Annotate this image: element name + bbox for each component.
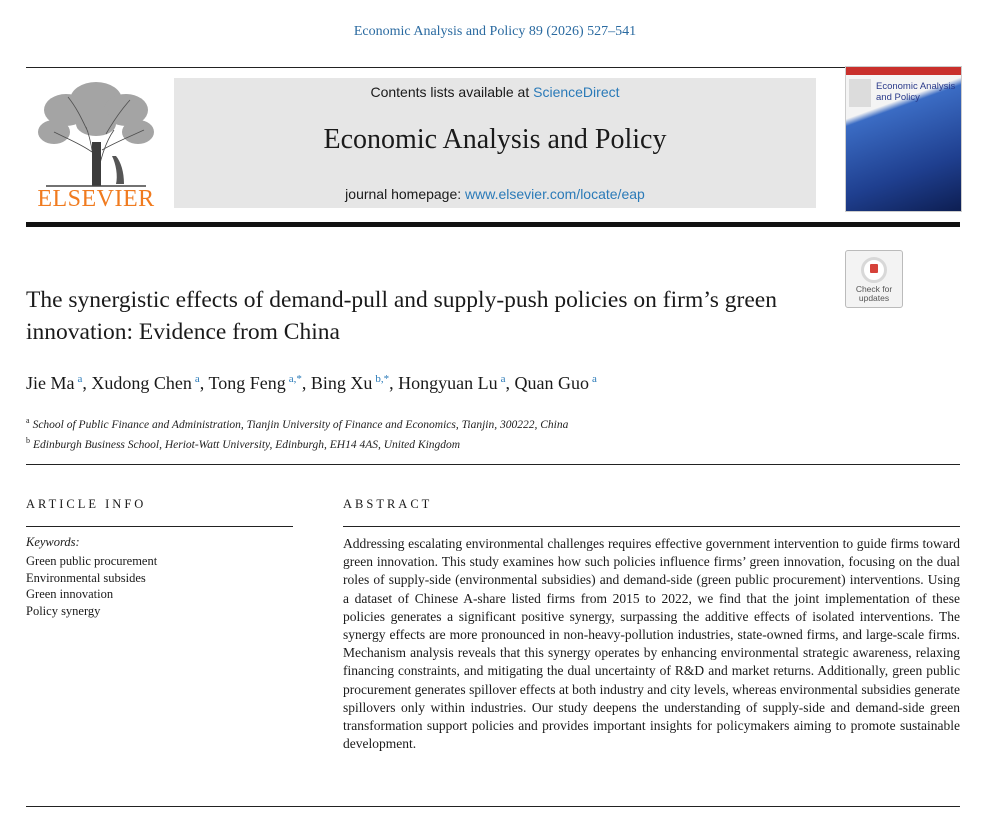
check-for-updates-icon — [861, 257, 887, 283]
journal-homepage — [174, 186, 816, 202]
cover-emblem — [849, 79, 871, 107]
publisher-wordmark: ELSEVIER — [37, 186, 155, 212]
author-affiliation-mark[interactable]: a — [500, 373, 506, 385]
author-name[interactable]: Hongyuan Lu — [398, 373, 498, 393]
check-for-updates-label: Check for updates — [855, 284, 893, 303]
homepage-link[interactable]: www.elsevier.com/locate/eap — [465, 186, 645, 202]
abstract-rule — [343, 526, 960, 527]
affiliation-mark: a — [26, 416, 30, 425]
author-name[interactable]: Bing Xu — [310, 373, 373, 393]
check-for-updates-button[interactable] — [845, 250, 903, 308]
keyword-item: Policy synergy — [26, 603, 101, 618]
author-separator: , — [389, 373, 399, 393]
masthead-bottom-bar — [26, 222, 960, 227]
journal-masthead — [174, 78, 816, 208]
contents-availability — [174, 84, 816, 100]
article-info-heading: ARTICLE INFO — [26, 497, 147, 511]
author-affiliation-mark[interactable]: a,* — [288, 373, 302, 385]
paper-title: The synergistic effects of demand-pull and supply-push policies on firm’s green innovation: Evidence from China — [26, 287, 777, 345]
sciencedirect-link[interactable]: ScienceDirect — [533, 84, 620, 100]
author-affiliation-mark[interactable]: b,* — [375, 373, 390, 385]
footer-divider — [26, 806, 960, 807]
affiliation-list — [26, 413, 568, 453]
author-separator: , — [301, 373, 311, 393]
author-affiliation-mark[interactable]: a — [194, 373, 200, 385]
author-name[interactable]: Quan Guo — [514, 373, 589, 393]
cover-title: Economic Analysis and Policy — [876, 81, 956, 103]
author-separator: , — [82, 373, 92, 393]
affiliation-text: Edinburgh Business School, Heriot-Watt University, Edinburgh, EH14 4AS, United Kingdom — [33, 438, 461, 451]
author-name[interactable]: Jie Ma — [26, 373, 75, 393]
affiliation-text: School of Public Finance and Administration, Tianjin University of Finance and Economics, Tianjin, 300222, China — [32, 418, 569, 431]
journal-citation[interactable]: Economic Analysis and Policy 89 (2026) 527–541 — [353, 24, 637, 39]
cover-top-band — [846, 67, 961, 75]
affiliation-mark: b — [26, 435, 30, 445]
author-name[interactable]: Tong Feng — [208, 373, 286, 393]
abstract-text: Addressing escalating environmental challenges requires effective government intervention to guide firms toward green innovation. This study examines how such policies influence firms’ green innovation, focusing on the dual roles of supply-side (environmental subsidies) and demand-side (green public procurement) interventions. Using a dataset of Chinese A-share listed firms from 2015 to 2022, we find that the joint implementation of these policies generates a significant positive synergy, surpassing the additive effects of isolated interventions. The synergy effects are more pronounced in non-heavy-pollution industries, state-owned firms, and large-scale firms. Mechanism analysis reveals that this synergy operates by enhancing environmental strategic awareness, relaxing financing constraints, and mitigating the dual uncertainty of R&D and market returns. Additionally, green public procurement generates spillover effects at both industry and city levels, whereas environmental subsidies generate spillovers only within industries. Our study deepens the understanding of supply-side and demand-side green transformation support policies and provides important insights for policymakers aiming to promote sustainable development. — [343, 536, 960, 752]
article-info-rule — [26, 526, 293, 527]
author-affiliation-mark[interactable]: a — [592, 373, 597, 385]
affiliation-item — [26, 433, 568, 453]
journal-cover-image[interactable] — [845, 66, 962, 212]
section-divider — [26, 464, 960, 465]
keyword-list — [26, 553, 157, 619]
contents-prefix: Contents lists available at — [370, 84, 534, 100]
keyword-item: Green public procurement — [26, 554, 158, 568]
author-separator: , — [199, 373, 209, 393]
author-name[interactable]: Xudong Chen — [91, 373, 192, 393]
journal-title: Economic Analysis and Policy — [323, 124, 667, 155]
header-divider — [26, 67, 960, 68]
author-affiliation-mark[interactable]: a — [77, 373, 83, 385]
keywords-label: Keywords: — [26, 535, 80, 549]
keyword-item: Green innovation — [26, 587, 114, 601]
keyword-item: Environmental subsides — [26, 570, 146, 585]
homepage-prefix: journal homepage: — [345, 186, 466, 202]
affiliation-item — [26, 413, 568, 433]
abstract-heading: ABSTRACT — [343, 497, 433, 511]
author-list — [26, 373, 597, 394]
author-separator: , — [505, 373, 515, 393]
